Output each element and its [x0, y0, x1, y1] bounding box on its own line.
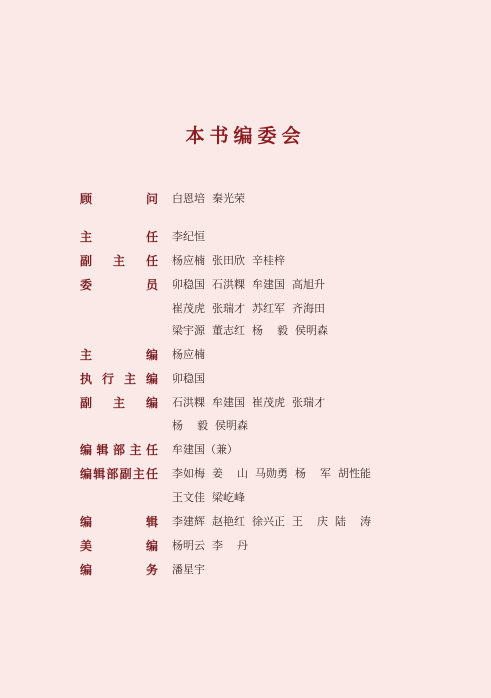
member-names: 梁宇源 董志红 杨 毅 侯明森 — [172, 324, 328, 337]
committee-row — [80, 394, 480, 414]
role-label-char: 主 — [112, 254, 125, 268]
committee-row — [80, 190, 480, 210]
role-label-char: 任 — [145, 230, 158, 244]
member-names: 王文佳 梁屹峰 — [172, 491, 245, 504]
committee-row — [80, 322, 480, 342]
role-label-char: 编 — [145, 372, 158, 386]
member-names: 卯稳国 石洪粿 牟建国 高旭升 — [172, 278, 325, 291]
member-names: 杨应楠 — [172, 348, 205, 361]
role-label-char: 编 — [80, 563, 93, 577]
page-title: 本书编委会 — [185, 125, 306, 147]
role-label — [80, 276, 158, 294]
committee-row — [80, 537, 480, 557]
member-names: 石洪粿 牟建国 崔茂虎 张瑞才 — [172, 396, 325, 409]
role-label — [80, 370, 158, 388]
role-label-char: 任 — [145, 254, 158, 268]
member-names: 杨明云 李 丹 — [172, 539, 248, 552]
role-label-char: 委 — [80, 278, 93, 292]
role-label-char: 编 — [80, 467, 93, 481]
role-label-char: 任 — [145, 443, 158, 457]
committee-row — [80, 465, 480, 485]
member-names: 卯稳国 — [172, 372, 205, 385]
committee-row — [80, 441, 480, 461]
role-label — [80, 252, 158, 270]
role-label-char: 美 — [80, 539, 93, 553]
member-names: 潘星宇 — [172, 563, 205, 576]
role-label-char: 主 — [80, 348, 93, 362]
committee-row — [80, 370, 480, 390]
role-label-char: 辑 — [96, 443, 109, 457]
member-names: 崔茂虎 张瑞才 苏红军 齐海田 — [172, 302, 325, 315]
member-names: 白恩培 秦光荣 — [172, 192, 245, 205]
role-label-char: 执 — [80, 372, 93, 386]
committee-row — [80, 561, 480, 581]
role-label-char: 主 — [129, 443, 142, 457]
role-label-char: 员 — [145, 278, 158, 292]
role-label — [80, 537, 158, 555]
role-label — [80, 228, 158, 246]
role-label-char: 副 — [119, 467, 132, 481]
role-label-char: 编 — [145, 348, 158, 362]
committee-row — [80, 276, 480, 296]
role-label — [80, 441, 158, 459]
committee-row — [80, 252, 480, 272]
committee-row — [80, 417, 480, 437]
member-names: 李建辉 赵艳红 徐兴正 王 庆 陆 涛 — [172, 515, 371, 528]
committee-row — [80, 228, 480, 248]
role-label-char: 主 — [112, 396, 125, 410]
member-names: 杨应楠 张田欣 辛桂梓 — [172, 254, 285, 267]
role-label-char: 务 — [145, 563, 158, 577]
member-names: 杨 毅 侯明森 — [172, 419, 248, 432]
member-names: 牟建国（兼） — [172, 443, 238, 456]
member-names: 李纪恒 — [172, 230, 205, 243]
committee-row — [80, 513, 480, 533]
role-label-char: 部 — [112, 443, 125, 457]
role-label-char: 顾 — [80, 192, 93, 206]
role-label-char: 主 — [123, 372, 136, 386]
role-label-char: 任 — [145, 467, 158, 481]
role-label — [80, 394, 158, 412]
member-names: 李如梅 姜 山 马勋勇 杨 军 胡性能 — [172, 467, 371, 480]
role-label — [80, 346, 158, 364]
role-label-char: 主 — [132, 467, 145, 481]
role-label-char: 编 — [145, 539, 158, 553]
role-label-char: 辑 — [93, 467, 106, 481]
role-label — [80, 190, 158, 208]
role-label — [80, 513, 158, 531]
committee-row — [80, 300, 480, 320]
role-label-char: 辑 — [145, 515, 158, 529]
role-label — [80, 561, 158, 579]
role-label-char: 编 — [80, 443, 93, 457]
role-label-char: 问 — [145, 192, 158, 206]
role-label-char: 编 — [80, 515, 93, 529]
committee-row — [80, 346, 480, 366]
role-label-char: 行 — [101, 372, 114, 386]
committee-row — [80, 489, 480, 509]
role-label-char: 部 — [106, 467, 119, 481]
role-label-char: 主 — [80, 230, 93, 244]
role-label-char: 副 — [80, 254, 93, 268]
role-label-char: 副 — [80, 396, 93, 410]
role-label-char: 编 — [145, 396, 158, 410]
role-label — [80, 465, 158, 483]
